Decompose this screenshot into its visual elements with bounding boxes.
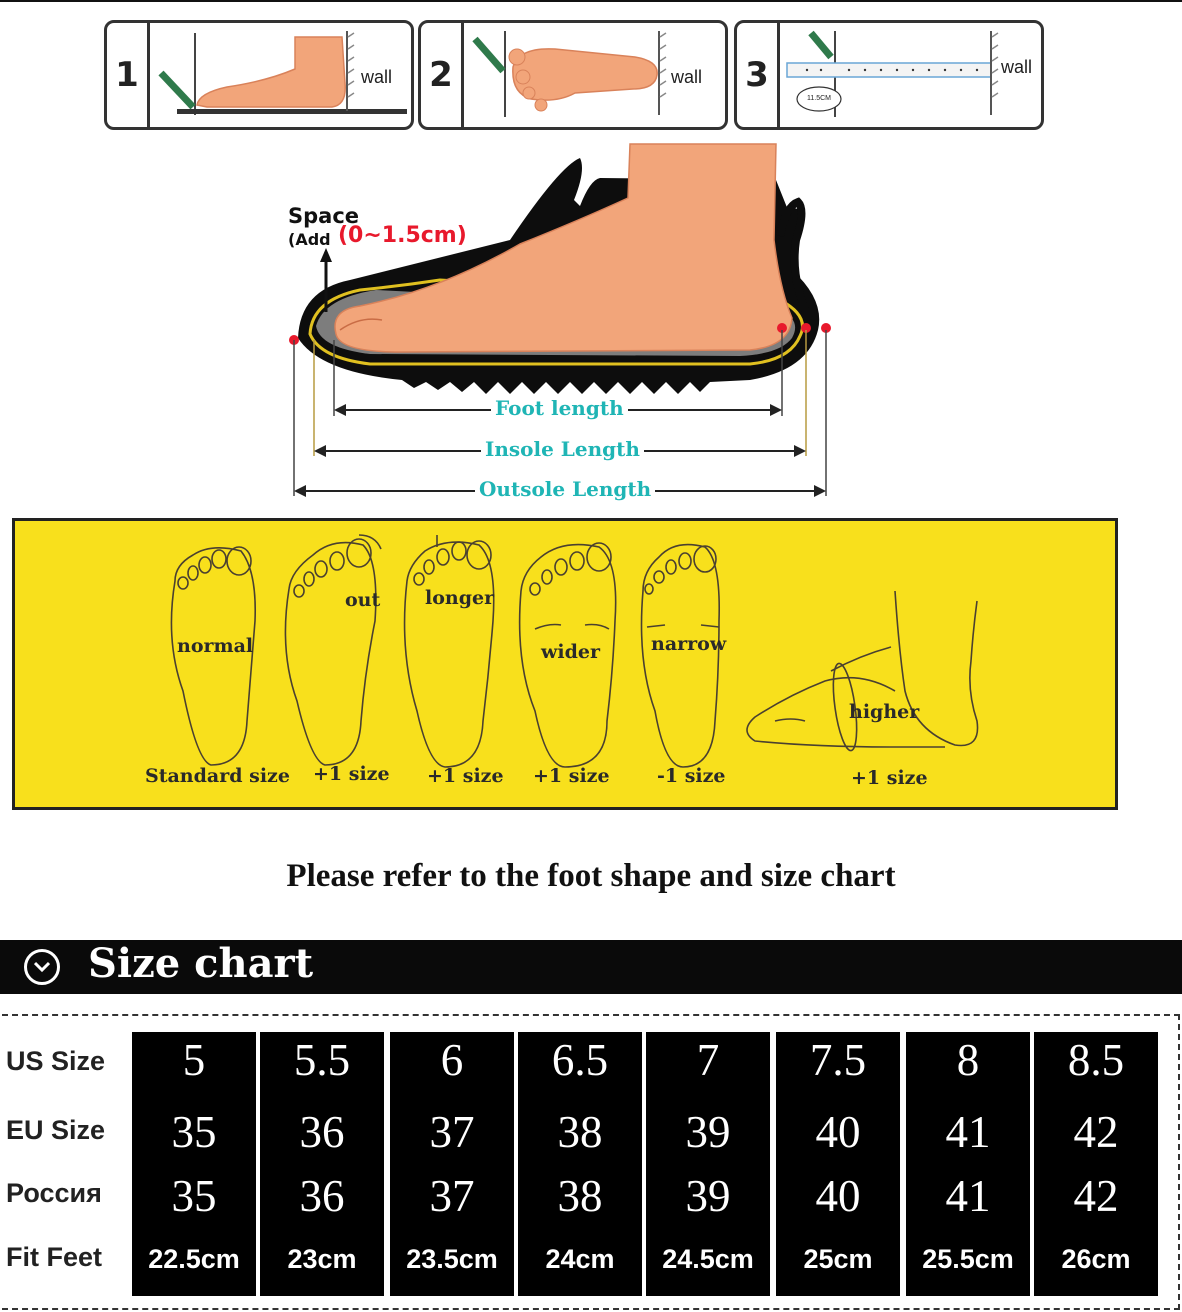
fit-feet-value: 24cm [545, 1244, 615, 1274]
size-label-narrow: -1 size [657, 765, 726, 787]
eu-size-value: 42 [1073, 1107, 1119, 1157]
us-size-value: 5 [182, 1035, 206, 1085]
size-label-longer: +1 size [427, 765, 504, 787]
measure-step-1 [104, 20, 414, 130]
row-label-ru: Россия [6, 1178, 102, 1208]
size-column [132, 1032, 256, 1296]
ru-size-value: 36 [299, 1171, 345, 1221]
wall-label: wall [361, 67, 393, 87]
us-size-value: 8 [956, 1035, 980, 1085]
measure-step-3 [734, 20, 1044, 130]
size-column [518, 1032, 642, 1296]
ru-size-value: 38 [557, 1171, 603, 1221]
fit-feet-value: 23cm [287, 1244, 357, 1274]
fit-feet-value: 22.5cm [148, 1244, 240, 1274]
step-number: 3 [745, 55, 769, 95]
fit-feet-value: 23.5cm [406, 1244, 498, 1274]
space-range: (0~1.5cm) [338, 223, 467, 248]
chevron-down-circle-icon [24, 949, 60, 985]
eu-size-value: 41 [945, 1107, 991, 1157]
size-label-wider: +1 size [533, 765, 610, 787]
shape-label-wider: wider [541, 641, 600, 663]
size-column [260, 1032, 384, 1296]
eu-size-value: 37 [429, 1107, 475, 1157]
eu-size-value: 35 [171, 1107, 217, 1157]
us-size-value: 7 [696, 1035, 720, 1085]
eu-size-value: 38 [557, 1107, 603, 1157]
step-number-cell [737, 23, 780, 127]
shape-label-higher: higher [849, 701, 920, 723]
insole-length-label: Insole Length [481, 437, 644, 461]
size-label-higher: +1 size [851, 767, 928, 789]
fit-feet-value: 25.5cm [922, 1244, 1014, 1274]
foot-shape-panel [12, 518, 1118, 810]
fit-feet-value: 26cm [1061, 1244, 1131, 1274]
size-label-out: +1 size [313, 763, 390, 785]
us-size-value: 6.5 [551, 1035, 609, 1085]
ru-size-value: 40 [815, 1171, 861, 1221]
foot-length-label: Foot length [491, 396, 628, 420]
us-size-value: 7.5 [809, 1035, 867, 1085]
space-add-label: (Add [288, 230, 331, 249]
size-chart-header [0, 940, 1182, 994]
shape-label-out: out [345, 589, 381, 611]
ru-size-value: 39 [685, 1171, 731, 1221]
size-column [646, 1032, 770, 1296]
ru-size-value: 37 [429, 1171, 475, 1221]
row-label-eu: EU Size [6, 1115, 106, 1145]
size-column [390, 1032, 514, 1296]
outsole-length-label: Outsole Length [475, 477, 655, 501]
step-number: 1 [115, 55, 139, 95]
size-label-normal: Standard size [145, 765, 290, 787]
fit-feet-value: 25cm [803, 1244, 873, 1274]
wall-label: wall [671, 67, 703, 87]
top-border [0, 0, 1182, 2]
shape-label-normal: normal [177, 635, 254, 657]
ru-size-value: 42 [1073, 1171, 1119, 1221]
step-number-cell [421, 23, 464, 127]
step-number: 2 [429, 55, 453, 95]
size-column [1034, 1032, 1158, 1296]
measure-step-2 [418, 20, 728, 130]
size-chart-title: Size chart [88, 940, 314, 987]
shape-label-narrow: narrow [651, 633, 727, 655]
ru-size-value: 41 [945, 1171, 991, 1221]
shape-label-longer: longer [425, 587, 495, 609]
size-column [776, 1032, 900, 1296]
refer-instruction: Please refer to the foot shape and size chart [286, 858, 896, 894]
row-label-fit: Fit Feet [6, 1242, 103, 1272]
space-title: Space [288, 204, 360, 228]
eu-size-value: 39 [685, 1107, 731, 1157]
ru-size-value: 35 [171, 1171, 217, 1221]
eu-size-value: 40 [815, 1107, 861, 1157]
eu-size-value: 36 [299, 1107, 345, 1157]
us-size-value: 8.5 [1067, 1035, 1125, 1085]
ruler-measurement: 11.5CM [807, 95, 831, 102]
us-size-value: 6 [440, 1035, 464, 1085]
step-number-cell [107, 23, 150, 127]
fit-feet-value: 24.5cm [662, 1244, 754, 1274]
row-label-us: US Size [6, 1046, 106, 1076]
us-size-value: 5.5 [293, 1035, 351, 1085]
size-column [906, 1032, 1030, 1296]
wall-label: wall [1001, 57, 1033, 77]
